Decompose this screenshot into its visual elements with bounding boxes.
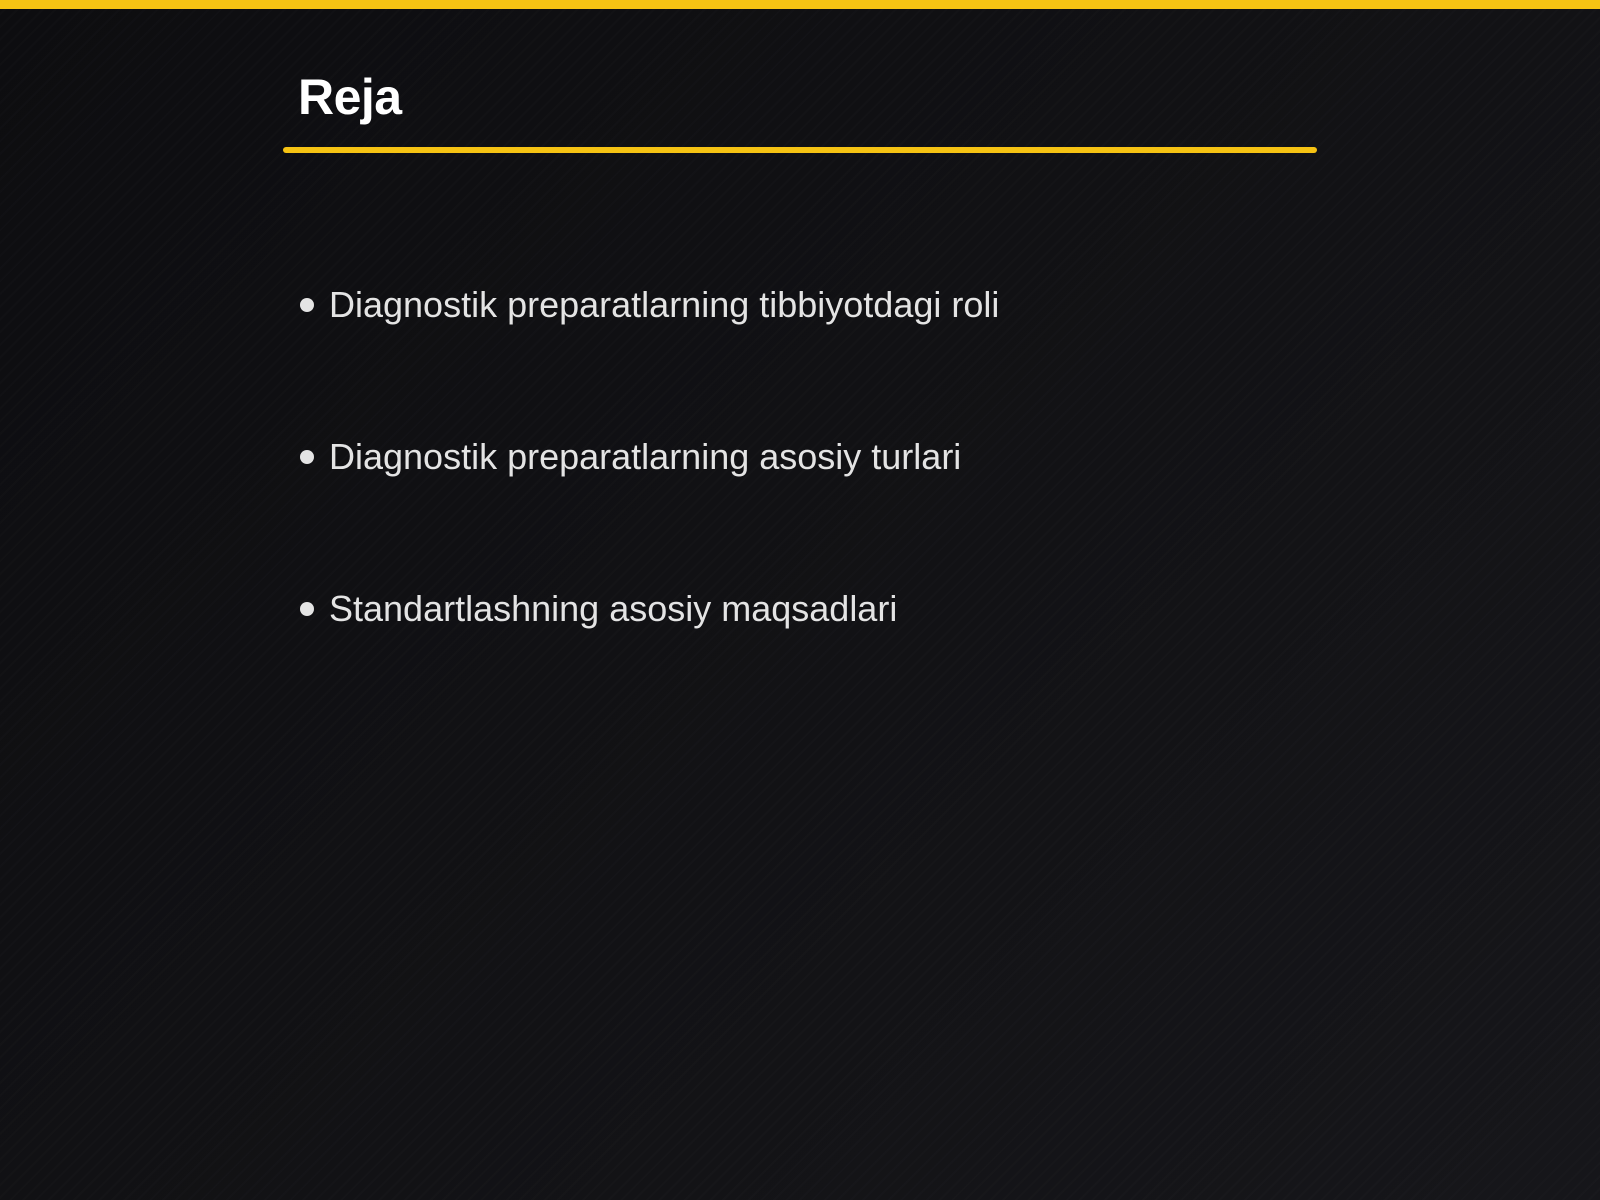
bullet-dot-icon: [300, 450, 314, 464]
bullet-text: Diagnostik preparatlarning tibbiyotdagi roli: [329, 284, 1000, 325]
top-accent-bar: [0, 0, 1600, 9]
bullet-list: [300, 280, 999, 736]
bullet-item: [300, 432, 999, 482]
bullet-dot-icon: [300, 602, 314, 616]
title-underline: [283, 147, 1317, 153]
bullet-item: [300, 280, 999, 330]
bullet-item: [300, 584, 999, 634]
bullet-text: Standartlashning asosiy maqsadlari: [329, 588, 898, 629]
bullet-dot-icon: [300, 298, 314, 312]
bullet-text: Diagnostik preparatlarning asosiy turlari: [329, 436, 962, 477]
slide-title: Reja: [298, 69, 402, 125]
